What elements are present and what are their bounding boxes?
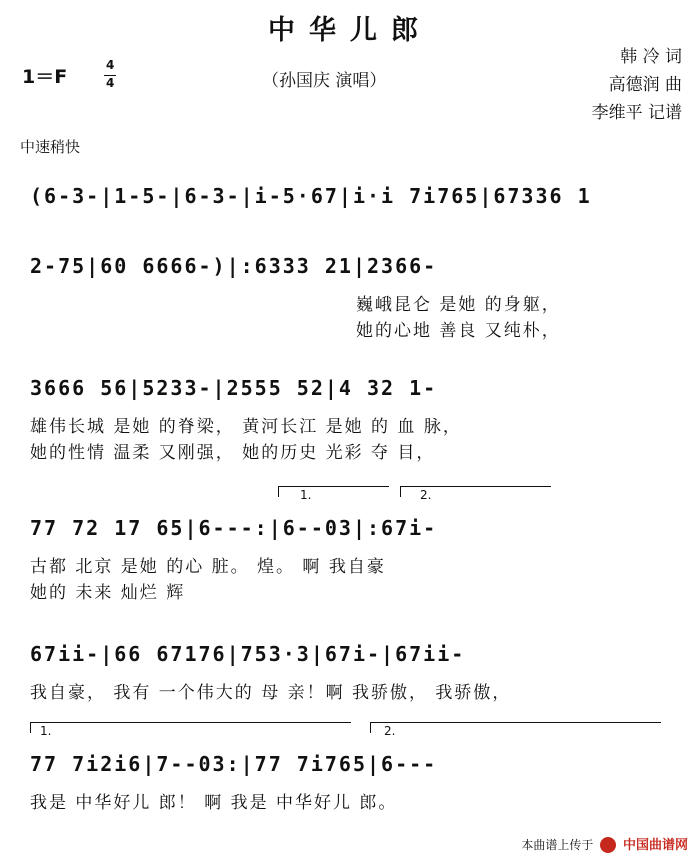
upload-text: 本曲谱上传于 bbox=[521, 837, 594, 852]
lyrics-verse-1: 古都 北京 是她 的心 脏。 煌。 啊 我自豪 bbox=[30, 557, 386, 577]
score-line-5 bbox=[0, 636, 700, 706]
lyrics-verse-1: 我是 中华好儿 郎！ 啊 我是 中华好儿 郎。 bbox=[30, 793, 398, 813]
lyrics-verse-1: 我自豪， 我有 一个伟大的 母 亲！啊 我骄傲， 我骄傲， bbox=[30, 683, 512, 703]
site-logo-icon bbox=[600, 837, 616, 853]
first-ending-label: 1. bbox=[300, 488, 312, 502]
notation: (6-3-|1-5-|6-3-|i-5·67|i·i 7i765|67336 1 bbox=[30, 184, 592, 208]
time-signature-bottom: 4 bbox=[106, 76, 115, 90]
score-line-1 bbox=[0, 178, 700, 218]
time-signature-top: 4 bbox=[106, 58, 115, 72]
lyricist-credit: 韩 冷 词 bbox=[620, 47, 682, 67]
lyrics-verse-2: 她的性情 温柔 又刚强， 她的历史 光彩 夺 目， bbox=[30, 443, 436, 463]
notation: 3666 56|5233-|2555 52|4 32 1- bbox=[30, 376, 438, 400]
score-line-2 bbox=[0, 248, 700, 348]
lyrics-verse-1: 雄伟长城 是她 的脊梁， 黄河长江 是她 的 血 脉， bbox=[30, 417, 462, 437]
site-brand[interactable]: 中国曲谱网 bbox=[622, 837, 688, 853]
first-ending-bracket bbox=[278, 486, 389, 497]
transcriber-credit: 李维平 记谱 bbox=[591, 103, 682, 123]
notation: 67ii-|66 67176|753·3|67i-|67ii- bbox=[30, 642, 466, 666]
composer-credit: 高德润 曲 bbox=[608, 75, 682, 95]
score-line-6 bbox=[0, 722, 700, 822]
second-ending-label: 2. bbox=[384, 724, 396, 738]
second-ending-bracket bbox=[370, 722, 661, 733]
score-line-4 bbox=[0, 486, 700, 603]
performer-credit: （孙国庆 演唱） bbox=[262, 71, 387, 91]
notation: 77 7i2i6|7--03:|77 7i765|6--- bbox=[30, 752, 438, 776]
score-line-3 bbox=[0, 370, 700, 470]
lyrics-verse-2: 她的心地 善良 又纯朴， bbox=[356, 321, 561, 341]
song-title: 中华儿郎 bbox=[268, 15, 432, 46]
tempo-marking: 中速稍快 bbox=[20, 138, 81, 156]
notation: 2-75|60 6666-)|:6333 21|2366- bbox=[30, 254, 438, 278]
notation: 77 72 17 65|6---:|6--03|:67i- bbox=[30, 516, 438, 540]
lyrics-verse-2: 她的 未来 灿烂 辉 bbox=[30, 583, 186, 603]
first-ending-label: 1. bbox=[40, 724, 52, 738]
footer-credit bbox=[521, 834, 688, 854]
lyrics-verse-1: 巍峨昆仑 是她 的身躯， bbox=[356, 295, 561, 315]
first-ending-bracket bbox=[30, 722, 351, 733]
key-signature: 1＝F bbox=[22, 66, 68, 88]
second-ending-label: 2. bbox=[420, 488, 432, 502]
